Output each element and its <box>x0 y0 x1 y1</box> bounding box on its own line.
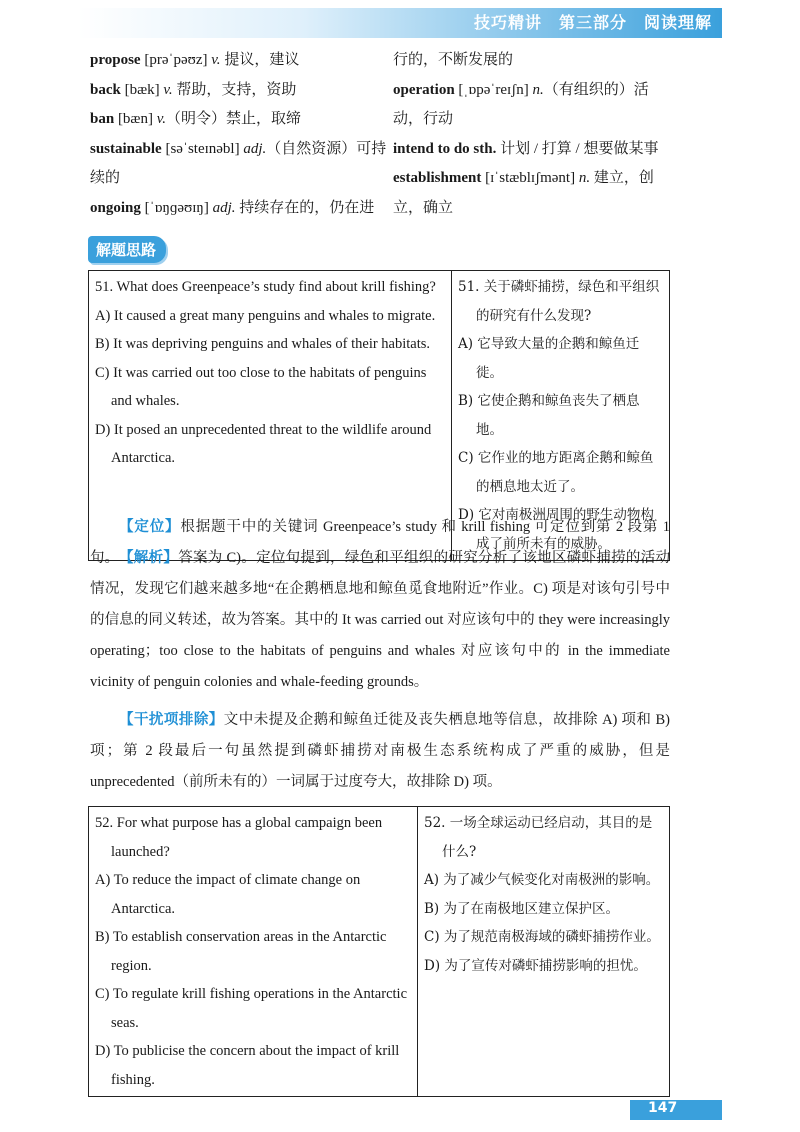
vocab-definition: 行的，不断发展的 <box>393 52 514 68</box>
paragraph-text: 根据题干中的关键词 Greenpeace’s study 和 krill fishing 可定位到第 2 段第 1 句。 <box>90 519 670 566</box>
vocab-entry <box>90 105 390 135</box>
option-d: D) 为了宣传对磷虾捕捞影响的担忧。 <box>424 957 647 974</box>
vocab-definition: 帮助，支持，资助 <box>172 81 297 98</box>
vocab-pos: v. <box>163 81 173 98</box>
paragraph-analysis <box>90 543 670 698</box>
vocab-list-right <box>393 46 678 223</box>
option-d: D) 它对南极洲周围的野生动物构成了前所未有的威胁。 <box>458 507 654 552</box>
option-a: A) 它导致大量的企鹅和鲸鱼迁徙。 <box>458 336 640 381</box>
option-b: B) To establish conservation areas in the Antarctic region. <box>95 929 387 974</box>
vocab-word: back <box>90 81 121 98</box>
option-c: C) 它作业的地方距离企鹅和鲸鱼的栖息地太近了。 <box>458 450 654 495</box>
vocab-phonetic: [bæn] <box>114 111 157 127</box>
section-label: 解题思路 <box>88 236 166 263</box>
vocab-entry <box>90 194 390 224</box>
option-b: B) 为了在南极地区建立保护区。 <box>424 900 619 917</box>
paragraph-text: 文中未提及企鹅和鲸鱼迁徙及丧失栖息地等信息，故排除 A) 项和 B) 项；第 2 段最后一句虽然提到磷虾捕捞对南极生态系统构成了严重的威胁，但是 unprecedented（前所未有的）一词属于过度夸大，故排除 D) 项。 <box>90 712 670 790</box>
option-b: B) It was depriving penguins and whales of their habitats. <box>95 336 431 352</box>
vocab-entry <box>393 76 678 135</box>
vocab-pos: n. <box>532 81 544 98</box>
option-a: A) To reduce the impact of climate change on Antarctica. <box>95 872 361 917</box>
question-stem: 51. 关于磷虾捕捞，绿色和平组织的研究有什么发现? <box>458 279 660 324</box>
option-c: C) To regulate krill fishing operations in the Antarctic seas. <box>95 986 408 1031</box>
paragraph-text: 答案为 C)。定位句提到，绿色和平组织的研究分析了该地区磷虾捕捞的活动情况，发现它们越来越多地“在企鹅栖息地和鲸鱼觅食地附近”作业。C) 项是对该句引号中的信息的同义转述，故为答案。其中的 It was carried out 对应该句中的 they were increasingly operating；too close to the habitats of penguins and whales 对应该句中的 in the immediate vicinity of penguin colonies and whale-feeding grounds。 <box>90 550 671 690</box>
question-52-table <box>88 806 670 1097</box>
vocab-definition: （有组织的）活动，行动 <box>393 81 649 127</box>
vocab-word: intend to do sth. <box>393 140 497 157</box>
vocab-pos: adj. <box>243 140 267 157</box>
vocab-word: sustainable <box>90 140 162 157</box>
header-title: 技巧精讲 第三部分 阅读理解 <box>473 13 712 32</box>
vocab-phonetic: [ɪˈstæblɪʃmənt] <box>481 170 579 186</box>
vocab-phonetic: [səˈsteɪnəbl] <box>161 140 244 157</box>
vocab-phonetic: [ˌɒpəˈreɪʃn] <box>454 81 533 98</box>
question-stem: 52. For what purpose has a global campaign been launched? <box>95 815 383 860</box>
page-number: 147 <box>648 1100 678 1116</box>
vocab-phonetic: [bæk] <box>120 81 164 98</box>
option-d: D) It posed an unprecedented threat to the wildlife around Antarctica. <box>95 421 432 466</box>
vocab-phonetic: [ˈɒŋɡəʊɪŋ] <box>140 199 213 216</box>
vocab-entry <box>90 46 390 76</box>
option-c: C) It was carried out too close to the habitats of penguins and whales. <box>95 364 427 409</box>
vocab-entry <box>393 46 678 76</box>
tag-analysis: 【解析】 <box>119 550 179 566</box>
tag-location: 【定位】 <box>119 519 181 535</box>
vocab-definition: 持续存在的，仍在进 <box>235 199 375 216</box>
vocab-definition: （自然资源）可持续的 <box>90 140 387 186</box>
question-52-chinese <box>418 807 670 1097</box>
vocab-pos: n. <box>578 170 591 186</box>
vocab-definition: 建立，创立，确立 <box>393 170 654 216</box>
vocab-definition: 提议，建议 <box>220 52 300 68</box>
vocab-phonetic: [prəˈpəʊz] <box>140 52 212 68</box>
option-b: B) 它使企鹅和鲸鱼丧失了栖息地。 <box>458 393 640 438</box>
option-c: C) 为了规范南极海域的磷虾捕捞作业。 <box>424 929 660 945</box>
option-a: A) It caused a great many penguins and whales to migrate. <box>95 307 436 324</box>
vocab-entry <box>393 164 678 223</box>
question-stem: 52. 一场全球运动已经启动，其目的是什么? <box>424 815 653 860</box>
tag-distractors: 【干扰项排除】 <box>119 712 224 728</box>
vocab-word: ongoing <box>90 199 141 216</box>
question-stem: 51. What does Greenpeace’s study find about krill fishing? <box>95 279 436 295</box>
vocab-pos: v. <box>211 52 221 68</box>
vocab-list-left <box>90 46 390 223</box>
option-a: A) 为了减少气候变化对南极洲的影响。 <box>424 872 660 888</box>
vocab-pos: adj. <box>212 199 236 216</box>
option-d: D) To publicise the concern about the impact of krill fishing. <box>95 1043 400 1088</box>
vocab-definition: 计划 / 打算 / 想要做某事 <box>500 140 659 157</box>
question-52-english <box>89 807 418 1097</box>
vocab-word: ban <box>90 111 115 127</box>
vocab-word: establishment <box>393 170 482 186</box>
paragraph-distractors <box>90 705 670 798</box>
vocab-entry <box>90 135 390 194</box>
vocab-entry <box>90 76 390 106</box>
vocab-word: propose <box>90 52 141 68</box>
vocab-entry <box>393 135 678 165</box>
vocab-definition: （明令）禁止，取缔 <box>165 111 301 127</box>
vocab-word: operation <box>393 81 455 98</box>
vocab-pos: v. <box>156 111 166 127</box>
